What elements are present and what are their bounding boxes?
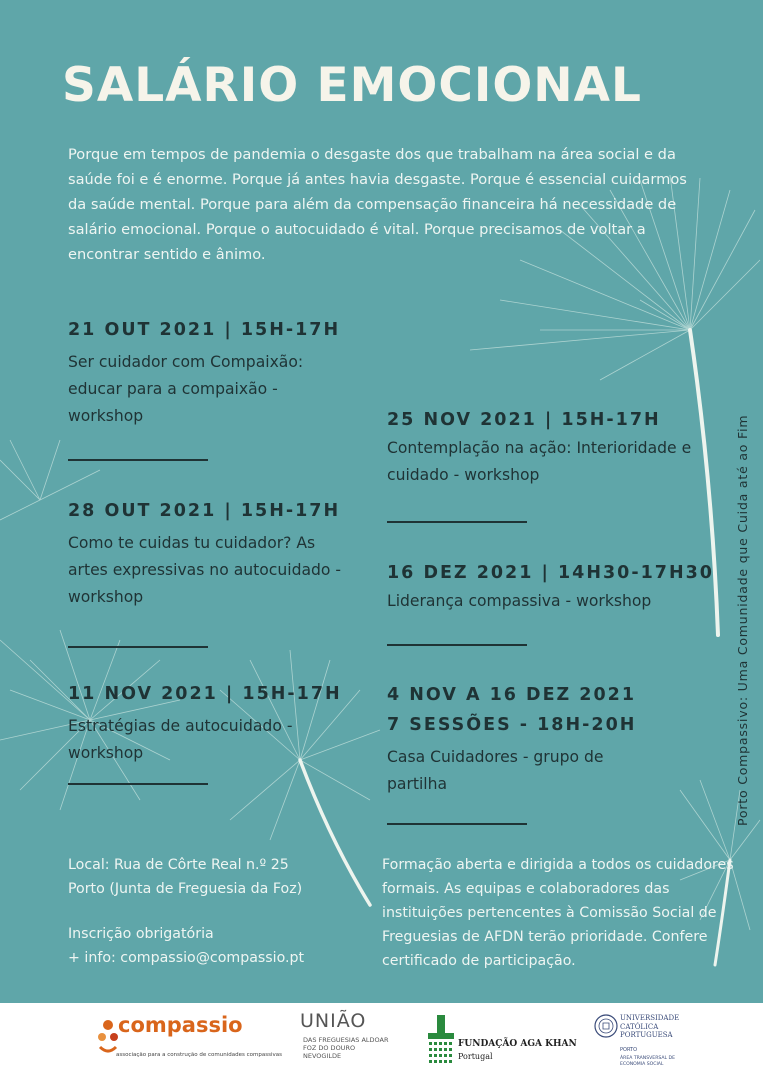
divider (387, 521, 527, 523)
uniao-freguesias-subtitle: DAS FREGUESIAS ALDOAR FOZ DO DOURO NEVOGILDE (303, 1036, 389, 1060)
ucp-area-text: ÁREA TRANSVERSAL DE ECONOMIA SOCIAL (620, 1056, 675, 1067)
ucp-seal-icon (594, 1014, 618, 1038)
event-sessions: 7 SESSÕES - 18H-20H (387, 715, 637, 735)
event-date: 21 OUT 2021 | 15H-17H (68, 320, 341, 340)
divider (68, 459, 208, 461)
event-3 (68, 679, 358, 767)
ucp-logo-text: UNIVERSIDADE CATÓLICA PORTUGUESA (620, 1014, 680, 1039)
divider (387, 644, 527, 646)
aga-khan-logo-icon (428, 1015, 454, 1065)
event-2 (68, 496, 358, 611)
event-date: 28 OUT 2021 | 15H-17H (68, 501, 341, 521)
vertical-tagline: Porto Compassivo: Uma Comunidade que Cuida até ao Fim (735, 414, 750, 826)
event-1 (68, 315, 358, 430)
location-line-2: Porto (Junta de Freguesia da Foz) (68, 881, 303, 897)
poster-title: SALÁRIO EMOCIONAL (62, 58, 642, 113)
compassio-logo-text: compassio (118, 1013, 243, 1037)
divider (387, 823, 527, 825)
event-date: 25 NOV 2021 | 15H-17H (387, 410, 661, 430)
ucp-subtitle: PORTO (620, 1047, 638, 1053)
intro-paragraph: Porque em tempos de pandemia o desgaste dos que trabalham na área social e da saúde foi e é enorme. Porque já antes havia desgaste. Porque é essencial cuidarmos da saúde mental. Porque para além da compensação financeira há necessidade de salário emocional. Porque o autocuidado é vital. Porque precisamos de voltar a encontrar sentido e ânimo. (68, 146, 687, 263)
uniao-freguesias-logo-text: UNIÃO (300, 1010, 367, 1032)
registration-note: Inscrição obrigatória (68, 926, 214, 942)
event-description: Contemplação na ação: Interioridade e cuidado - workshop (387, 439, 692, 484)
event-description: Casa Cuidadores - grupo de partilha (387, 748, 604, 793)
location-line-1: Local: Rua de Côrte Real n.º 25 (68, 857, 289, 873)
compassio-tagline: associação para a construção de comunidades compassivas (116, 1052, 282, 1058)
event-4 (387, 405, 727, 489)
aga-khan-logo-text: FUNDAÇÃO AGA KHAN (458, 1039, 577, 1049)
divider (68, 783, 208, 785)
audience-note: Formação aberta e dirigida a todos os cuidadores formais. As equipas e colaboradores das instituições pertencentes à Comissão Social de Freguesias de AFDN terão prioridade. Confere certificado de participação. (382, 857, 734, 969)
event-6 (387, 680, 727, 798)
aga-khan-subtitle: Portugal (458, 1052, 493, 1061)
event-date: 16 DEZ 2021 | 14H30-17H30 (387, 563, 714, 583)
event-description: Como te cuidas tu cuidador? As artes expressivas no autocuidado - workshop (68, 534, 342, 606)
event-description: Estratégias de autocuidado - workshop (68, 717, 293, 762)
event-date: 4 NOV A 16 DEZ 2021 (387, 685, 637, 705)
event-date: 11 NOV 2021 | 15H-17H (68, 684, 342, 704)
event-5 (387, 558, 727, 615)
event-description: Liderança compassiva - workshop (387, 592, 652, 610)
event-description: Ser cuidador com Compaixão: educar para a compaixão - workshop (68, 353, 304, 425)
divider (68, 646, 208, 648)
compassio-logo-icon (97, 1017, 119, 1057)
contact-email[interactable]: + info: compassio@compassio.pt (68, 950, 305, 966)
